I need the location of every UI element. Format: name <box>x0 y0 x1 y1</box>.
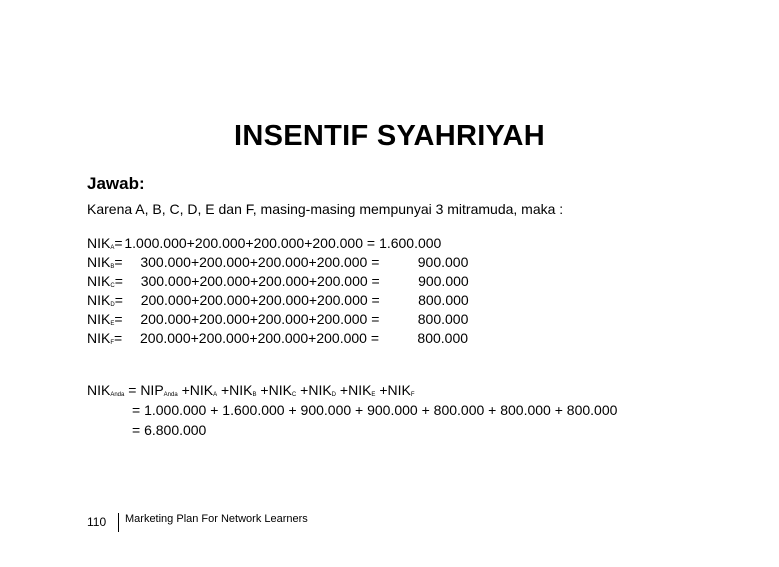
nik-sub: F <box>110 340 115 346</box>
nik-row <box>87 291 469 310</box>
nik-total: 800.000 <box>418 292 469 308</box>
nik-eq: = <box>114 292 123 308</box>
nik-expr: 300.000+200.000+200.000+200.000 = <box>140 254 380 270</box>
nik-sub: C <box>110 283 115 289</box>
nik-sub: B <box>110 264 115 270</box>
nik-eq: = <box>114 273 123 289</box>
nik-eq: = <box>114 330 123 346</box>
formula-term-sub: E <box>371 392 376 398</box>
nik-eq: = <box>114 311 123 327</box>
nik-total: 800.000 <box>417 330 469 346</box>
nik-list <box>87 234 469 348</box>
intro-text: Karena A, B, C, D, E dan F, masing-masing mempunyai 3 mitramuda, maka : <box>87 201 564 217</box>
nik-total: 1.600.000 <box>379 235 442 251</box>
answer-heading: Jawab: <box>87 174 145 193</box>
formula-term: +NIK <box>260 382 292 398</box>
page-title: INSENTIF SYAHRIYAH <box>233 120 546 152</box>
total-formula <box>87 380 617 440</box>
nik-row <box>87 234 469 253</box>
nik-total: 900.000 <box>417 254 469 270</box>
nik-label: NIK <box>87 292 111 308</box>
nik-total: 900.000 <box>418 273 469 289</box>
formula-term: +NIK <box>339 382 372 398</box>
formula-nip-sub: Anda <box>163 392 178 398</box>
formula-line-3: = 6.800.000 <box>132 422 207 438</box>
page-number: 110 <box>87 515 107 529</box>
nik-expr: 1.000.000+200.000+200.000+200.000 = <box>124 235 376 251</box>
formula-term-sub: A <box>213 392 218 398</box>
nik-expr: 200.000+200.000+200.000+200.000 = <box>140 311 380 327</box>
nik-label: NIK <box>87 311 111 327</box>
formula-term-sub: C <box>291 392 297 398</box>
nik-eq: = <box>114 254 123 270</box>
nik-label: NIK <box>87 254 111 270</box>
formula-term: +NIK <box>300 382 332 398</box>
nik-expr: 200.000+200.000+200.000+200.000 = <box>140 330 380 346</box>
nik-label: NIK <box>87 330 111 346</box>
formula-lhs: NIK <box>87 382 111 398</box>
formula-line-2: = 1.000.000 + 1.600.000 + 900.000 + 900.000 + 800.000 + 800.000 + 800.000 <box>132 402 618 418</box>
formula-term-sub: F <box>410 392 415 398</box>
formula-term-sub: B <box>252 392 257 398</box>
formula-lhs-sub: Anda <box>110 392 125 398</box>
nik-expr: 300.000+200.000+200.000+200.000 = <box>140 273 380 289</box>
nik-label: NIK <box>87 273 111 289</box>
nik-total: 800.000 <box>417 311 469 327</box>
nik-row <box>87 253 469 272</box>
footer-divider <box>118 513 119 532</box>
nik-eq: = <box>114 235 123 251</box>
formula-term: +NIK <box>379 382 411 398</box>
footer-text: Marketing Plan For Network Learners <box>125 513 308 525</box>
nik-label: NIK <box>87 235 111 251</box>
nik-row <box>87 329 469 348</box>
nik-row <box>87 310 469 329</box>
formula-term: +NIK <box>181 382 214 398</box>
formula-line-1 <box>87 380 617 400</box>
formula-term-sub: D <box>331 392 337 398</box>
formula-term: +NIK <box>220 382 253 398</box>
nik-sub: D <box>110 302 115 308</box>
nik-expr: 200.000+200.000+200.000+200.000 = <box>140 292 380 308</box>
formula-eq: = NIP <box>128 382 164 398</box>
nik-row <box>87 272 469 291</box>
nik-sub: E <box>110 321 115 327</box>
nik-sub: A <box>110 245 115 251</box>
